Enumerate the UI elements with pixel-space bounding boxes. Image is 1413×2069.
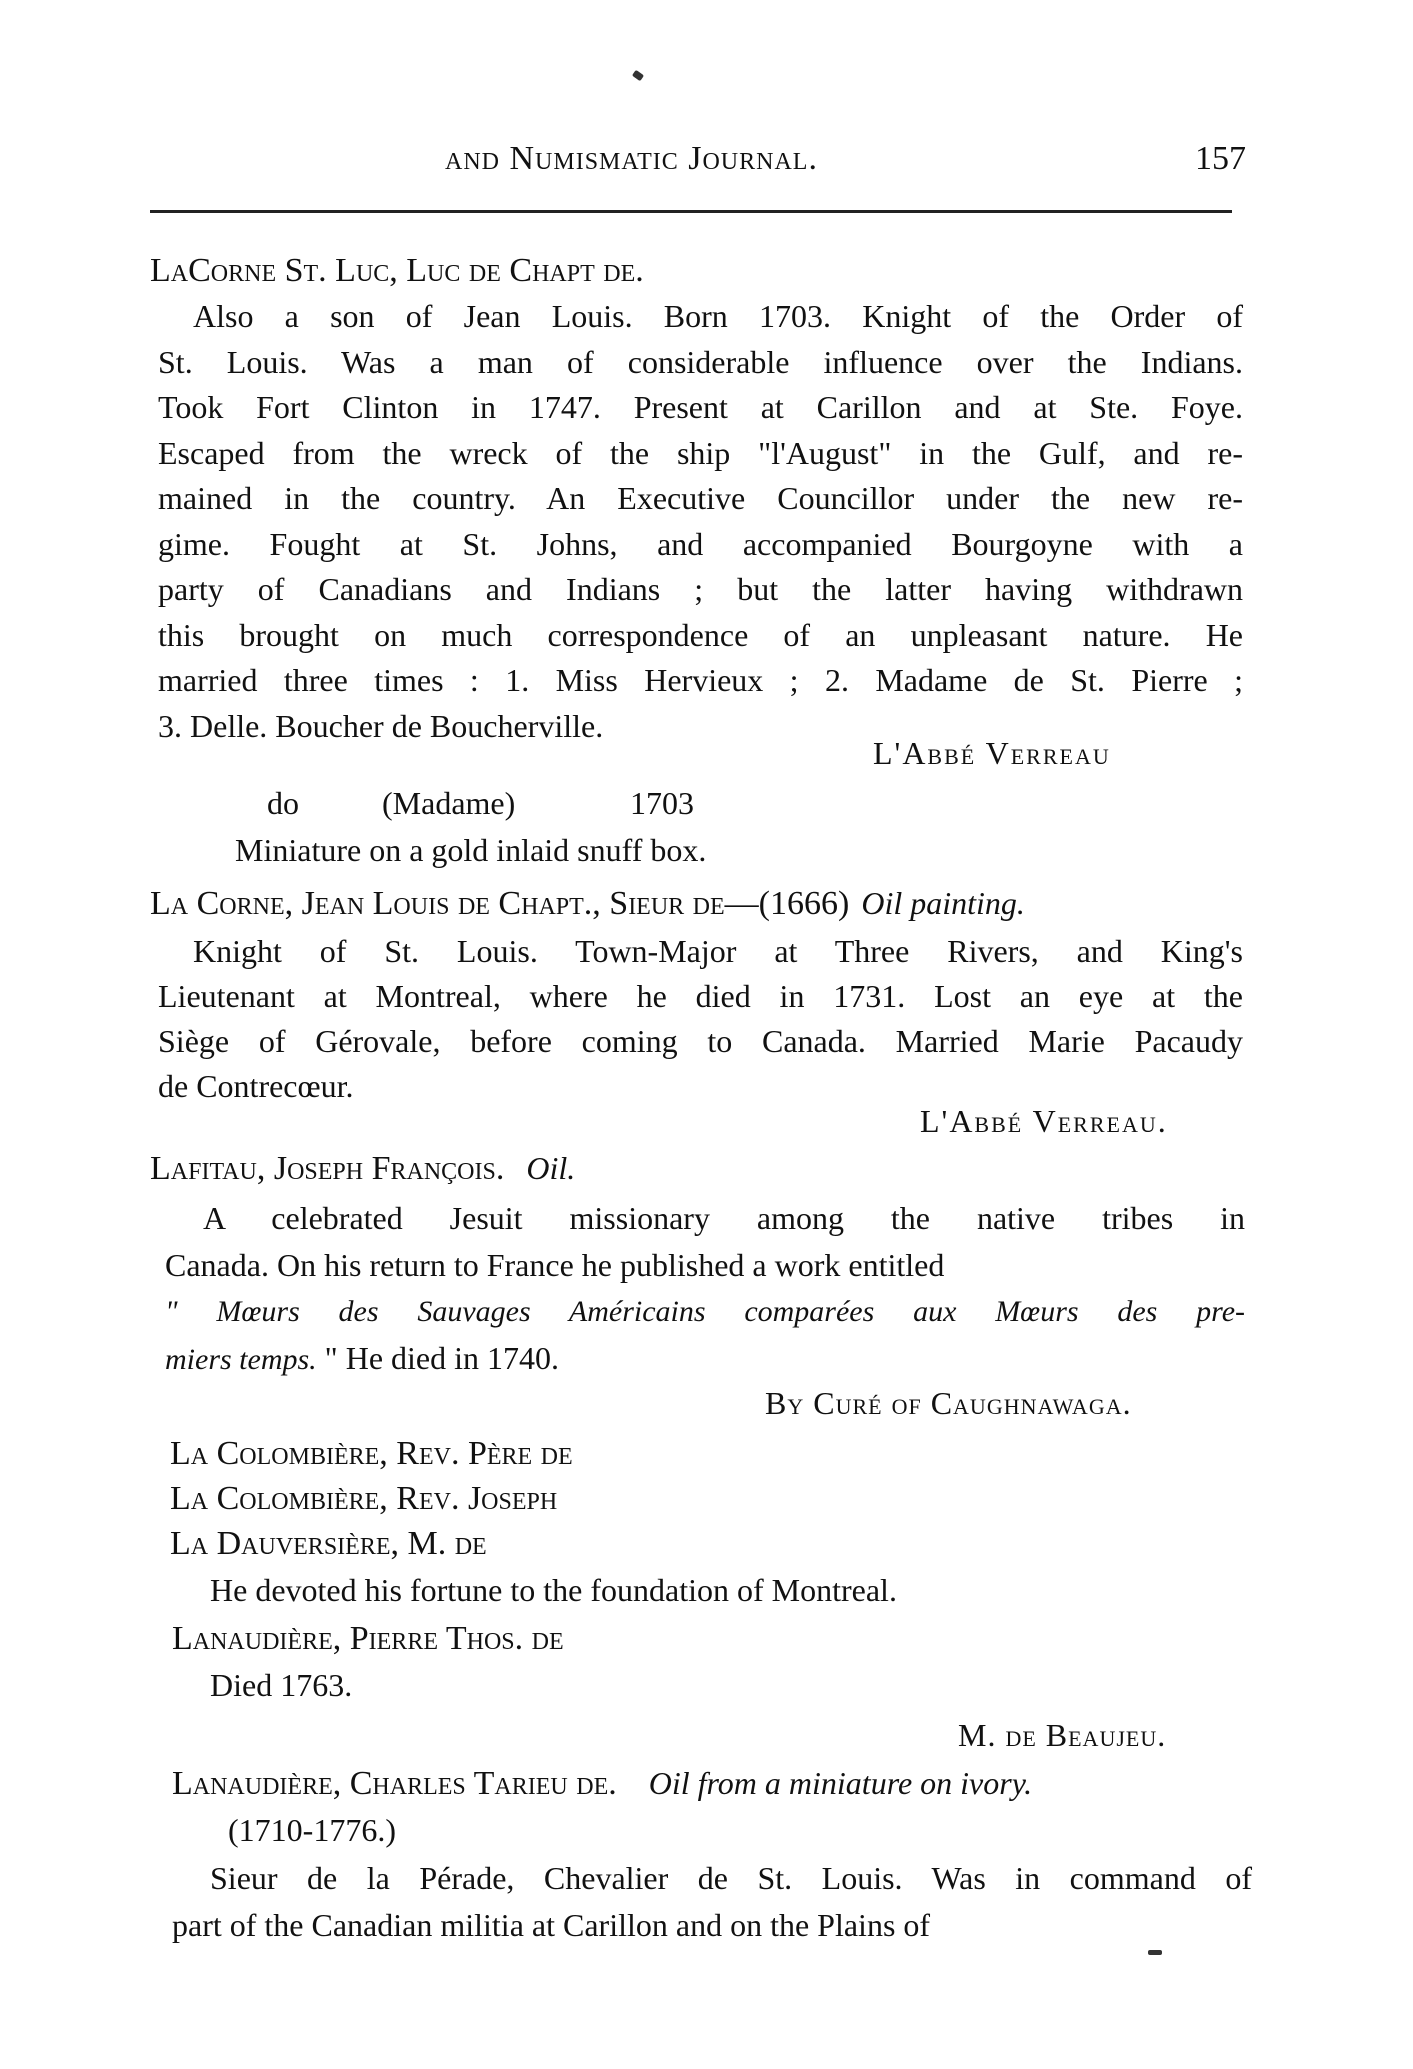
running-header: and Numismatic Journal. (445, 140, 818, 177)
header-rule (150, 210, 1232, 213)
entry-source: L'Abbé Verreau (873, 735, 1111, 771)
entry-heading: La Corne, Jean Louis de Chapt., Sieur de—(1666) (150, 885, 850, 922)
entry-heading: La Colombière, Rev. Joseph (170, 1480, 558, 1517)
entry-heading: Lafitau, Joseph François. (150, 1150, 505, 1187)
entry-heading: La Colombière, Rev. Père de (170, 1435, 573, 1472)
text-line: this brought on much correspondence of an unpleasant nature. He (158, 616, 1243, 653)
entry-source: By Curé of Caughnawaga. (765, 1385, 1132, 1421)
text-line: Knight of St. Louis. Town-Major at Three Rivers, and King's (193, 933, 1243, 969)
entry-medium: Oil. (526, 1150, 576, 1186)
text-line: Also a son of Jean Louis. Born 1703. Knight of the Order of (193, 298, 1243, 334)
text-line: mained in the country. An Executive Councillor under the new re- (158, 480, 1243, 516)
entry-name: (Madame) (382, 785, 516, 821)
text-line: Took Fort Clinton in 1747. Present at Carillon and at Ste. Foye. (158, 389, 1243, 425)
text-line: 3. Delle. Boucher de Boucherville. (158, 707, 604, 744)
print-speck (632, 70, 644, 81)
text-line: Lieutenant at Montreal, where he died in 1731. Lost an eye at the (158, 978, 1243, 1014)
entry-medium: Oil painting. (861, 885, 1025, 921)
entry-heading: Lanaudière, Charles Tarieu de. (172, 1765, 617, 1802)
entry-note: Died 1763. (210, 1667, 353, 1703)
text-line: A celebrated Jesuit missionary among the native tribes in (203, 1200, 1245, 1236)
entry-heading: La Dauversière, M. de (170, 1525, 487, 1562)
entry-heading: LaCorne St. Luc, Luc de Chapt de. (150, 252, 644, 289)
entry-note: " He died in 1740. (324, 1340, 560, 1376)
text-line: Siège of Gérovale, before coming to Canada. Married Marie Pacaudy (158, 1023, 1243, 1059)
text-line: gime. Fought at St. Johns, and accompanied Bourgoyne with a (158, 525, 1243, 562)
book-title-line-end (165, 1340, 559, 1377)
text-line: party of Canadians and Indians ; but the latter having withdrawn (158, 571, 1243, 607)
text-line: Canada. On his return to France he published a work entitled (165, 1247, 945, 1283)
entry-dates: (1710-1776.) (228, 1812, 396, 1848)
entry-medium: Oil from a miniature on ivory. (648, 1765, 1033, 1801)
print-speck (1148, 1950, 1162, 1955)
page-number: 157 (1195, 140, 1246, 177)
ditto-mark: do (267, 785, 299, 821)
text-line: St. Louis. Was a man of considerable influence over the Indians. (158, 343, 1243, 380)
entry-heading-line (172, 1765, 1032, 1803)
book-title-line: " Mœurs des Sauvages Américains comparées aux Mœurs des pre- (165, 1295, 1245, 1328)
book-title-line: miers temps. (165, 1343, 317, 1376)
entry-heading-line (150, 1150, 575, 1188)
entry-source: L'Abbé Verreau. (920, 1103, 1168, 1139)
entry-heading: Lanaudière, Pierre Thos. de (172, 1620, 564, 1657)
entry-heading-line (150, 885, 1243, 923)
text-line: de Contrecœur. (158, 1068, 354, 1104)
text-line: married three times : 1. Miss Hervieux ; 2. Madame de St. Pierre ; (158, 662, 1243, 698)
text-line: part of the Canadian militia at Carillon and on the Plains of (172, 1907, 931, 1943)
entry-note: He devoted his fortune to the foundation of Montreal. (210, 1572, 897, 1608)
text-line: Escaped from the wreck of the ship "l'August" in the Gulf, and re- (158, 434, 1243, 471)
text-line: Sieur de la Pérade, Chevalier de St. Louis. Was in command of (210, 1860, 1252, 1896)
entry-note: Miniature on a gold inlaid snuff box. (235, 832, 707, 868)
entry-source: M. de Beaujeu. (958, 1717, 1167, 1753)
entry-year: 1703 (630, 785, 694, 821)
